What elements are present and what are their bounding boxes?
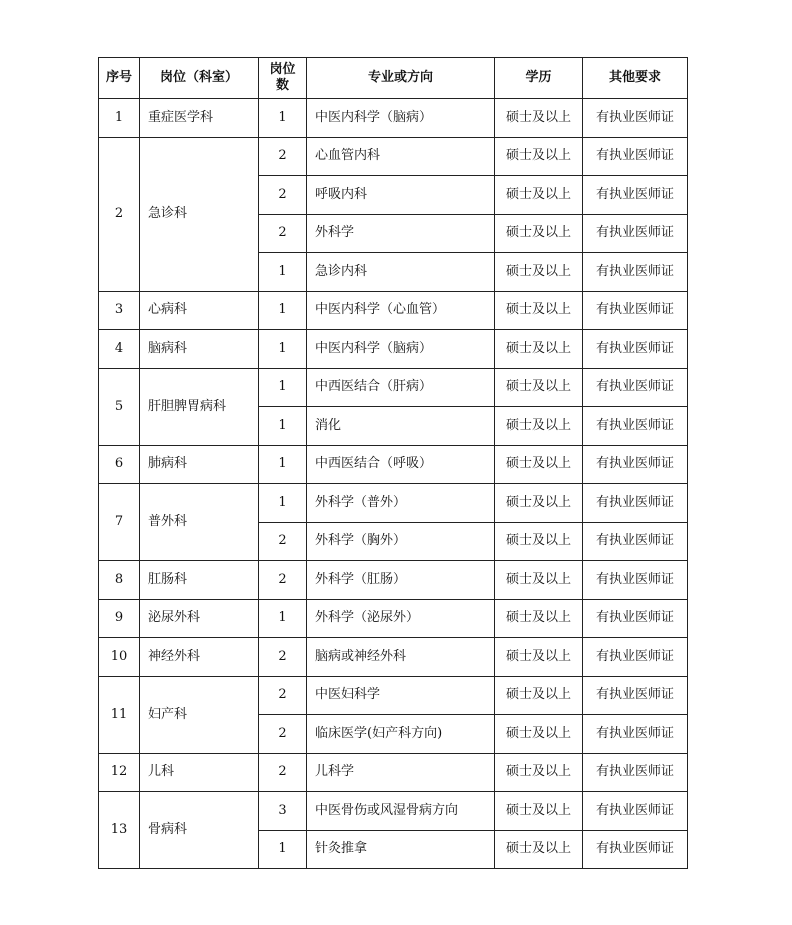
cell-count: 3 [259, 792, 307, 831]
cell-no: 11 [99, 676, 140, 753]
cell-no: 4 [99, 330, 140, 369]
table-body [99, 99, 688, 869]
cell-major: 针灸推拿 [307, 830, 495, 869]
cell-requirement: 有执业医师证 [583, 253, 688, 292]
cell-count: 1 [259, 484, 307, 523]
cell-major: 外科学（泌尿外） [307, 599, 495, 638]
cell-education: 硕士及以上 [495, 638, 583, 677]
cell-count: 2 [259, 715, 307, 754]
cell-education: 硕士及以上 [495, 484, 583, 523]
cell-count: 1 [259, 407, 307, 446]
table-row [99, 676, 688, 715]
cell-no: 6 [99, 445, 140, 484]
cell-major: 儿科学 [307, 753, 495, 792]
cell-requirement: 有执业医师证 [583, 330, 688, 369]
cell-department: 肺病科 [140, 445, 259, 484]
cell-count: 2 [259, 214, 307, 253]
table-row [99, 753, 688, 792]
cell-education: 硕士及以上 [495, 676, 583, 715]
table-row [99, 137, 688, 176]
cell-education: 硕士及以上 [495, 330, 583, 369]
table-row [99, 792, 688, 831]
cell-count: 2 [259, 676, 307, 715]
table-row [99, 330, 688, 369]
cell-requirement: 有执业医师证 [583, 599, 688, 638]
table-row [99, 484, 688, 523]
cell-education: 硕士及以上 [495, 368, 583, 407]
cell-major: 中医内科学（心血管） [307, 291, 495, 330]
cell-requirement: 有执业医师证 [583, 676, 688, 715]
cell-department: 肛肠科 [140, 561, 259, 600]
cell-major: 中医内科学（脑病） [307, 330, 495, 369]
cell-department: 心病科 [140, 291, 259, 330]
cell-no: 7 [99, 484, 140, 561]
cell-count: 1 [259, 330, 307, 369]
cell-education: 硕士及以上 [495, 291, 583, 330]
cell-requirement: 有执业医师证 [583, 176, 688, 215]
cell-education: 硕士及以上 [495, 792, 583, 831]
cell-count: 1 [259, 830, 307, 869]
table-row [99, 99, 688, 138]
cell-education: 硕士及以上 [495, 253, 583, 292]
cell-no: 5 [99, 368, 140, 445]
cell-requirement: 有执业医师证 [583, 830, 688, 869]
cell-requirement: 有执业医师证 [583, 522, 688, 561]
cell-education: 硕士及以上 [495, 715, 583, 754]
header-count-line2: 数 [275, 78, 289, 93]
cell-count: 2 [259, 137, 307, 176]
cell-department: 妇产科 [140, 676, 259, 753]
header-education: 学历 [495, 58, 583, 99]
cell-requirement: 有执业医师证 [583, 368, 688, 407]
cell-major: 消化 [307, 407, 495, 446]
table-header [99, 58, 688, 99]
cell-education: 硕士及以上 [495, 599, 583, 638]
cell-requirement: 有执业医师证 [583, 99, 688, 138]
cell-requirement: 有执业医师证 [583, 638, 688, 677]
cell-education: 硕士及以上 [495, 214, 583, 253]
cell-major: 中医妇科学 [307, 676, 495, 715]
cell-requirement: 有执业医师证 [583, 214, 688, 253]
cell-department: 泌尿外科 [140, 599, 259, 638]
cell-no: 10 [99, 638, 140, 677]
cell-count: 2 [259, 522, 307, 561]
cell-major: 外科学（肛肠） [307, 561, 495, 600]
cell-no: 3 [99, 291, 140, 330]
cell-requirement: 有执业医师证 [583, 753, 688, 792]
cell-requirement: 有执业医师证 [583, 484, 688, 523]
header-post: 岗位（科室） [140, 58, 259, 99]
cell-department: 肝胆脾胃病科 [140, 368, 259, 445]
cell-education: 硕士及以上 [495, 561, 583, 600]
cell-major: 外科学（胸外） [307, 522, 495, 561]
cell-count: 2 [259, 753, 307, 792]
recruitment-table [98, 57, 688, 869]
header-row [99, 58, 688, 99]
cell-major: 中医骨伤或风湿骨病方向 [307, 792, 495, 831]
cell-education: 硕士及以上 [495, 137, 583, 176]
cell-count: 1 [259, 253, 307, 292]
table-row [99, 638, 688, 677]
cell-education: 硕士及以上 [495, 99, 583, 138]
table-row [99, 445, 688, 484]
cell-no: 9 [99, 599, 140, 638]
cell-major: 脑病或神经外科 [307, 638, 495, 677]
cell-major: 外科学 [307, 214, 495, 253]
table-row [99, 599, 688, 638]
cell-department: 脑病科 [140, 330, 259, 369]
table-row [99, 368, 688, 407]
cell-no: 8 [99, 561, 140, 600]
cell-department: 神经外科 [140, 638, 259, 677]
cell-requirement: 有执业医师证 [583, 715, 688, 754]
cell-major: 急诊内科 [307, 253, 495, 292]
cell-requirement: 有执业医师证 [583, 445, 688, 484]
cell-education: 硕士及以上 [495, 407, 583, 446]
cell-count: 2 [259, 638, 307, 677]
header-major: 专业或方向 [307, 58, 495, 99]
cell-education: 硕士及以上 [495, 830, 583, 869]
cell-count: 1 [259, 99, 307, 138]
cell-requirement: 有执业医师证 [583, 291, 688, 330]
cell-no: 2 [99, 137, 140, 291]
cell-department: 儿科 [140, 753, 259, 792]
cell-count: 2 [259, 176, 307, 215]
cell-major: 中西医结合（呼吸） [307, 445, 495, 484]
table-row [99, 561, 688, 600]
header-count [259, 58, 307, 99]
cell-major: 临床医学(妇产科方向) [307, 715, 495, 754]
cell-department: 急诊科 [140, 137, 259, 291]
cell-count: 1 [259, 291, 307, 330]
cell-major: 外科学（普外） [307, 484, 495, 523]
cell-count: 1 [259, 445, 307, 484]
header-other: 其他要求 [583, 58, 688, 99]
cell-no: 1 [99, 99, 140, 138]
cell-requirement: 有执业医师证 [583, 407, 688, 446]
header-count-line1: 岗位 [269, 62, 296, 77]
cell-requirement: 有执业医师证 [583, 792, 688, 831]
cell-no: 12 [99, 753, 140, 792]
cell-department: 普外科 [140, 484, 259, 561]
cell-count: 1 [259, 599, 307, 638]
cell-requirement: 有执业医师证 [583, 137, 688, 176]
cell-education: 硕士及以上 [495, 176, 583, 215]
cell-requirement: 有执业医师证 [583, 561, 688, 600]
cell-no: 13 [99, 792, 140, 869]
cell-major: 心血管内科 [307, 137, 495, 176]
table-row [99, 291, 688, 330]
cell-count: 2 [259, 561, 307, 600]
cell-education: 硕士及以上 [495, 522, 583, 561]
cell-department: 重症医学科 [140, 99, 259, 138]
cell-major: 中西医结合（肝病） [307, 368, 495, 407]
header-no: 序号 [99, 58, 140, 99]
cell-major: 中医内科学（脑病） [307, 99, 495, 138]
cell-education: 硕士及以上 [495, 445, 583, 484]
cell-education: 硕士及以上 [495, 753, 583, 792]
cell-major: 呼吸内科 [307, 176, 495, 215]
cell-department: 骨病科 [140, 792, 259, 869]
cell-count: 1 [259, 368, 307, 407]
